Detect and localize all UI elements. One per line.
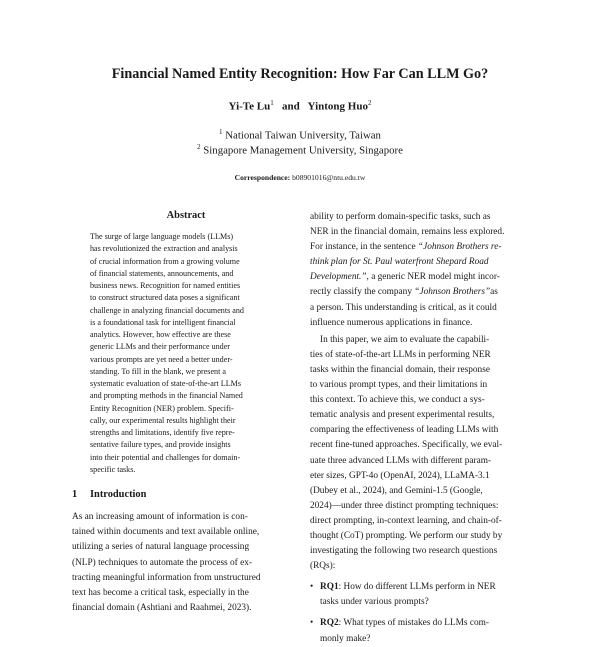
body-line: [310, 270, 542, 285]
left-column: [72, 210, 300, 616]
affiliation-mark: 2: [197, 143, 201, 151]
affiliation-text: Singapore Management University, Singapore: [203, 144, 403, 157]
abstract-line: of financial statements, announcements, and: [90, 268, 234, 278]
correspondence-email: b08901016@ntu.edu.tw: [292, 173, 366, 182]
research-question: [310, 616, 542, 646]
abstract-line: various prompts are yet need a better under-: [90, 354, 233, 364]
rq-line: tasks under various prompts?: [320, 597, 429, 608]
author-name: Yintong Huo: [307, 100, 368, 113]
body-line: financial domain (Ashtiani and Raahmei, 2023).: [72, 603, 252, 614]
body-line: thought (CoT) prompting. We perform our study by: [310, 530, 503, 541]
body-line: this context. To achieve this, we conduct a sys-: [310, 395, 485, 406]
author-list: [0, 99, 600, 113]
body-line: tained within documents and text available online,: [72, 527, 260, 538]
example-text: rectly classify the company: [310, 287, 415, 298]
body-line: ability to perform domain-specific tasks, such as: [310, 212, 491, 222]
affiliation-mark: 1: [219, 128, 223, 136]
example-quote: “Johnson Brothers re-: [417, 242, 502, 253]
abstract-line: standing. To fill in the blank, we present a: [90, 366, 226, 376]
example-entity: “Johnson Brothers”: [414, 287, 491, 298]
abstract-line: has revolutionized the extraction and analysis: [90, 244, 238, 254]
body-line: eter sizes, GPT-4o (OpenAI, 2024), LLaMA-3.1: [310, 470, 490, 481]
rq-label: RQ2: [320, 618, 339, 629]
abstract-body: [90, 231, 280, 476]
bullet-icon: •: [310, 582, 314, 593]
example-text: as: [490, 287, 498, 298]
body-line: influence numerous applications in finance.: [310, 317, 473, 328]
abstract-heading: Abstract: [166, 210, 206, 221]
abstract-line: strengths and limitations, identify five repre-: [90, 428, 235, 437]
body-line: (Dubey et al., 2024), and Gemini-1.5 (Google,: [310, 485, 483, 496]
abstract-line: sentative failure types, and provide insights: [90, 440, 231, 450]
affiliation-text: National Taiwan University, Taiwan: [225, 129, 381, 142]
rq-line: [310, 580, 542, 595]
body-line: direct prompting, in-context learning, and chain-of-: [310, 515, 502, 526]
body-line: utilizing a series of natural language processing: [72, 542, 250, 553]
abstract-line: and prompting methods in the financial Named: [90, 391, 243, 401]
research-question: [310, 580, 542, 610]
body-line: NER in the financial domain, remains less explored.: [310, 227, 505, 238]
abstract-line: systematic evaluation of state-of-the-art LLMs: [90, 379, 242, 388]
paper-title: Financial Named Entity Recognition: How Far Can LLM Go?: [111, 66, 489, 82]
author-separator: and: [281, 100, 300, 113]
correspondence: [0, 173, 600, 182]
abstract-line: analytics. However, how effective are these: [90, 330, 231, 339]
bullet-icon: •: [310, 618, 314, 629]
section-title: Introduction: [90, 489, 147, 500]
author-mark: 1: [270, 99, 274, 107]
body-line: tasks within the financial domain, their response: [310, 364, 490, 375]
rq-text: : How do different LLMs perform in NER: [338, 582, 496, 593]
example-after: , a generic NER model might incor-: [366, 272, 500, 283]
body-line: [310, 255, 542, 270]
body-line: recent fine-tuned approaches. Specifically, we eval-: [310, 440, 503, 451]
section-number: 1: [72, 489, 78, 500]
body-line: 2024)—under three distinct prompting techniques:: [310, 500, 499, 511]
body-line: [310, 285, 542, 300]
body-line: to various prompt types, and their limitations in: [310, 380, 488, 391]
body-line: comparing the effectiveness of leading LLMs with: [310, 425, 499, 436]
abstract-line: Entity Recognition (NER) problem. Specifi-: [90, 403, 234, 413]
section-heading: [72, 489, 300, 500]
abstract-line: challenge in analyzing financial documents and: [90, 305, 244, 315]
author-name: Yi-Te Lu: [228, 100, 271, 113]
example-intro: For instance, in the sentence: [310, 242, 418, 253]
body-line: In this paper, we aim to evaluate the capabili-: [320, 334, 490, 345]
abstract-line: generic LLMs and their performance under: [90, 342, 231, 352]
rq-label: RQ1: [320, 582, 339, 593]
abstract-line: specific tasks.: [90, 464, 136, 474]
body-line: [310, 240, 542, 255]
introduction-body: [72, 510, 300, 616]
body-line: ties of state-of-the-art LLMs in performing NER: [310, 349, 491, 360]
body-line: (NLP) techniques to automate the process of ex-: [72, 557, 252, 568]
body-line: tracting meaningful information from unstructured: [72, 572, 261, 583]
right-column: [310, 210, 542, 647]
affiliation: [0, 143, 600, 157]
body-line: uate three advanced LLMs with different param-: [310, 455, 492, 466]
abstract-line: cally, our experimental results highlight their: [90, 415, 236, 425]
abstract-line: is a foundational task for intelligent financial: [90, 317, 236, 327]
rq-line: [310, 616, 542, 631]
example-quote: think plan for St. Paul waterfront Shepard Road: [310, 257, 489, 268]
body-line: As an increasing amount of information is con-: [72, 512, 248, 522]
affiliation: [0, 128, 600, 142]
example-quote: Development.”: [310, 272, 367, 283]
body-line: investigating the following two research questions: [310, 546, 498, 557]
body-line: text has become a critical task, especially in the: [72, 588, 249, 599]
body-line: tematic analysis and present experimental results,: [310, 410, 495, 421]
body-line: (RQs):: [310, 561, 336, 572]
abstract-line: to construct structured data poses a significant: [90, 293, 240, 303]
body-line: a person. This understanding is critical, as it could: [310, 302, 497, 313]
rq-text: : What types of mistakes do LLMs com-: [338, 618, 489, 629]
abstract-line: business news. Recognition for named entities: [90, 281, 241, 290]
abstract-line: of crucial information from a growing volume: [90, 256, 240, 266]
rq-line: monly make?: [320, 633, 371, 644]
abstract-line: The surge of large language models (LLMs): [90, 232, 234, 241]
abstract-line: into their potential and challenges for domain-: [90, 452, 241, 462]
author-mark: 2: [367, 99, 372, 107]
correspondence-label: Correspondence:: [234, 173, 291, 182]
paragraph: [310, 333, 542, 575]
